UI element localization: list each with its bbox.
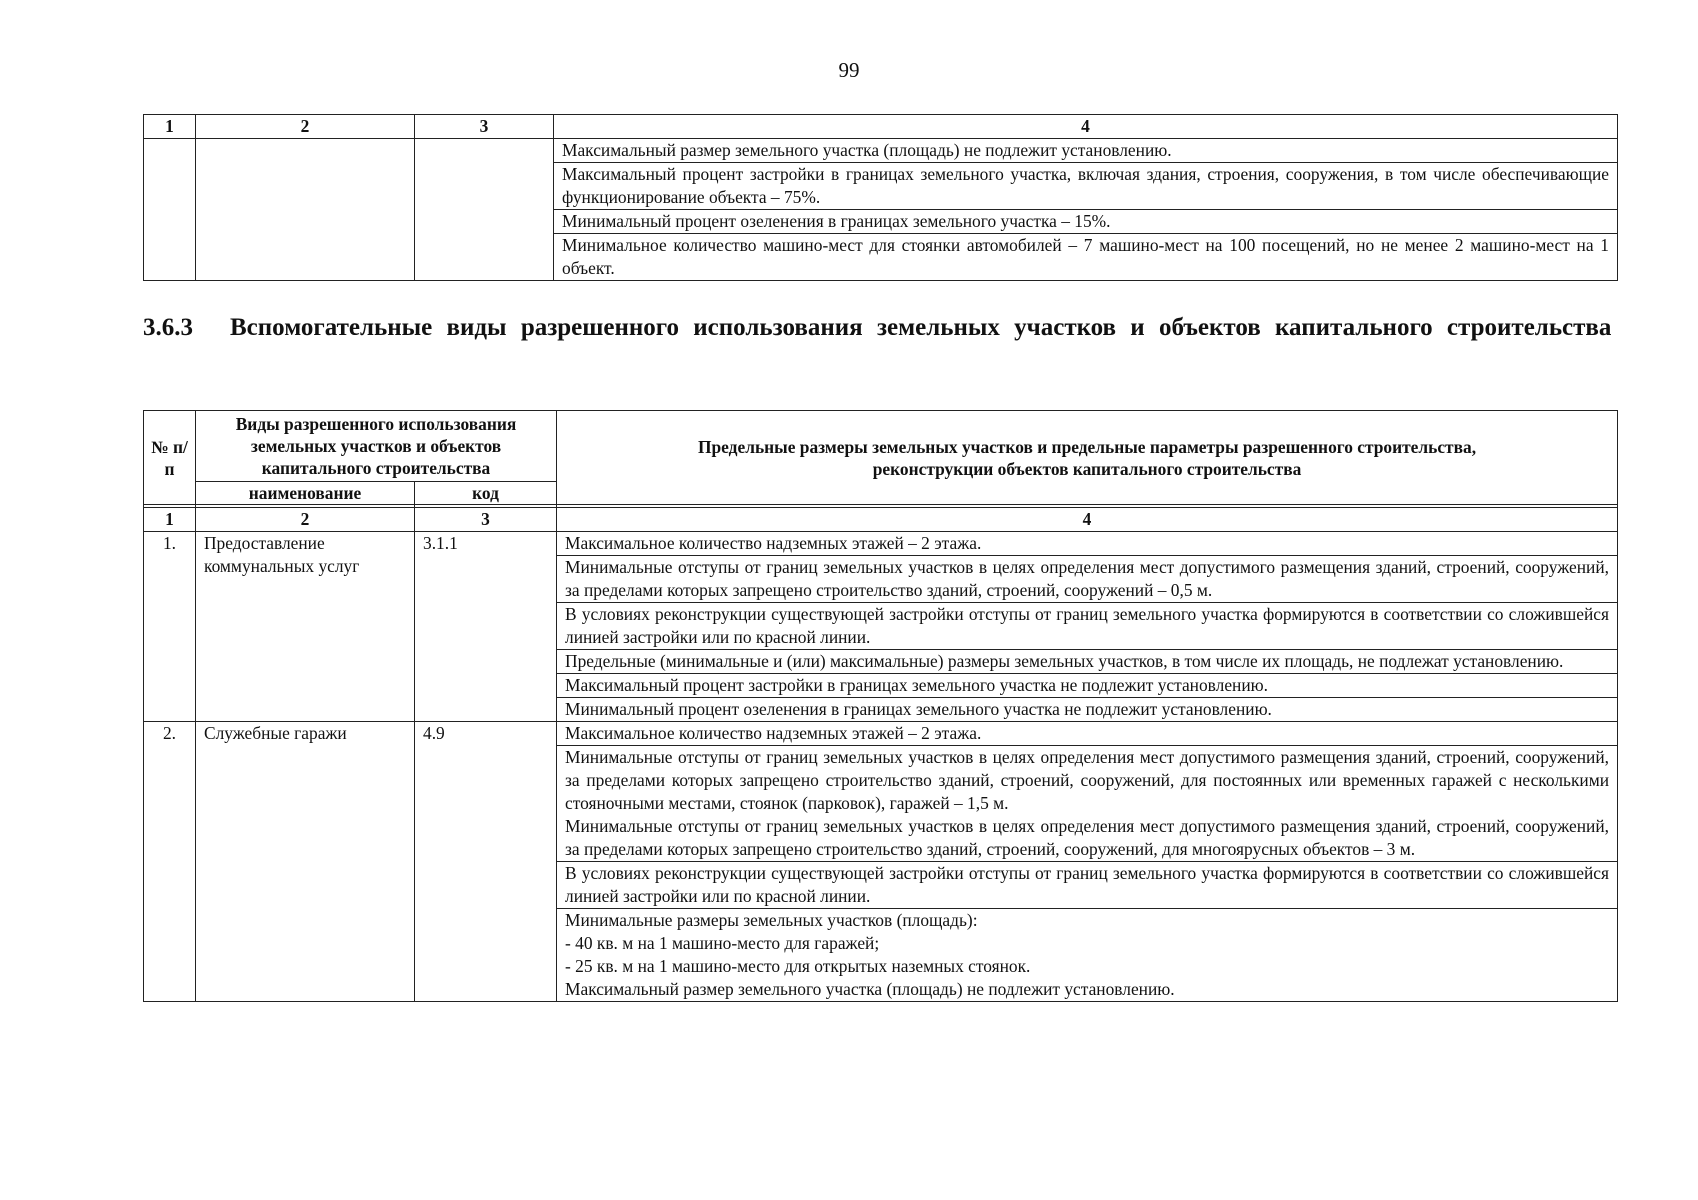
table-row	[144, 532, 1618, 556]
header-params: Предельные размеры земельных участков и предельные параметры разрешенного строительства, реконструкции объектов капитального строительства	[557, 411, 1618, 505]
param-cell: Максимальное количество надземных этажей – 2 этажа.	[557, 722, 1618, 746]
header-row	[144, 411, 1618, 482]
col-number-3: 3	[415, 115, 554, 139]
section-number: 3.6.3	[143, 314, 193, 341]
param-paragraph: Минимальные отступы от границ земельных участков в целях определения мест допустимого размещения зданий, строений, сооружений, за пределами которых запрещено строительство зданий, строений, сооружений, для постоянных или временных гаражей с несколькими стояночными местами, стоянок (парковок), гаражей – 1,5 м.	[565, 747, 1610, 813]
param-cell: Максимальный размер земельного участка (площадь) не подлежит установлению.	[554, 139, 1618, 163]
entry-name: Предоставление коммунальных услуг	[196, 532, 415, 722]
header-no: № п/п	[144, 411, 196, 505]
continuation-table	[143, 114, 1618, 281]
param-paragraph: - 25 кв. м на 1 машино-место для открытых наземных стоянок.	[565, 956, 1031, 976]
param-paragraph: - 40 кв. м на 1 машино-место для гаражей;	[565, 933, 880, 953]
param-cell	[557, 909, 1618, 1002]
column-numbers-row	[144, 115, 1618, 139]
param-cell: В условиях реконструкции существующей застройки отступы от границ земельного участка формируются в соответствии со сложившейся линией застройки или по красной линии.	[557, 862, 1618, 909]
header-kinds: Виды разрешенного использования земельных участков и объектов капитального строительства	[196, 411, 557, 482]
col-number-1: 1	[144, 115, 196, 139]
param-cell: Максимальное количество надземных этажей – 2 этажа.	[557, 532, 1618, 556]
col-number-1: 1	[144, 508, 196, 532]
column-numbers-row	[144, 508, 1618, 532]
param-paragraph: Максимальный размер земельного участка (площадь) не подлежит установлению.	[565, 979, 1175, 999]
empty-cell	[415, 139, 554, 281]
param-cell: Минимальные отступы от границ земельных участков в целях определения мест допустимого размещения зданий, строений, сооружений, за пределами которых запрещено строительство зданий, строений, сооружений – 0,5 м.	[557, 556, 1618, 603]
entry-number: 2.	[144, 722, 196, 1002]
col-number-2: 2	[196, 115, 415, 139]
param-cell: В условиях реконструкции существующей застройки отступы от границ земельного участка формируются в соответствии со сложившейся линией застройки или по красной линии.	[557, 603, 1618, 650]
empty-cell	[144, 139, 196, 281]
param-paragraph: Минимальные размеры земельных участков (площадь):	[565, 910, 978, 930]
col-number-2: 2	[196, 508, 415, 532]
page-number: 99	[838, 58, 860, 82]
col-number-3: 3	[415, 508, 557, 532]
col-number-4: 4	[557, 508, 1618, 532]
param-cell: Минимальное количество машино-мест для стоянки автомобилей – 7 машино-мест на 100 посещений, но не менее 2 машино-мест на 1 объект.	[554, 234, 1618, 281]
header-code: код	[415, 482, 557, 505]
table-row	[144, 722, 1618, 746]
entry-code: 4.9	[415, 722, 557, 1002]
table-row	[144, 139, 1618, 163]
param-cell: Максимальный процент застройки в границах земельного участка, включая здания, строения, сооружения, в том числе обеспечивающие функционирование объекта – 75%.	[554, 163, 1618, 210]
param-cell: Минимальный процент озеленения в границах земельного участка – 15%.	[554, 210, 1618, 234]
param-cell	[557, 746, 1618, 862]
section-heading	[143, 311, 1617, 344]
section-title: Вспомогательные виды разрешенного использования земельных участков и объектов капитального строительства	[230, 314, 1612, 341]
col-number-4: 4	[554, 115, 1618, 139]
entry-name: Служебные гаражи	[196, 722, 415, 1002]
empty-cell	[196, 139, 415, 281]
main-table	[143, 410, 1618, 1002]
param-cell: Предельные (минимальные и (или) максимальные) размеры земельных участков, в том числе их площадь, не подлежат установлению.	[557, 650, 1618, 674]
entry-code: 3.1.1	[415, 532, 557, 722]
param-paragraph: Минимальные отступы от границ земельных участков в целях определения мест допустимого размещения зданий, строений, сооружений, за пределами которых запрещено строительство зданий, строений, сооружений, для многоярусных объектов – 3 м.	[565, 816, 1610, 859]
param-cell: Минимальный процент озеленения в границах земельного участка не подлежит установлению.	[557, 698, 1618, 722]
header-name: наименование	[196, 482, 415, 505]
entry-number: 1.	[144, 532, 196, 722]
param-cell: Максимальный процент застройки в границах земельного участка не подлежит установлению.	[557, 674, 1618, 698]
